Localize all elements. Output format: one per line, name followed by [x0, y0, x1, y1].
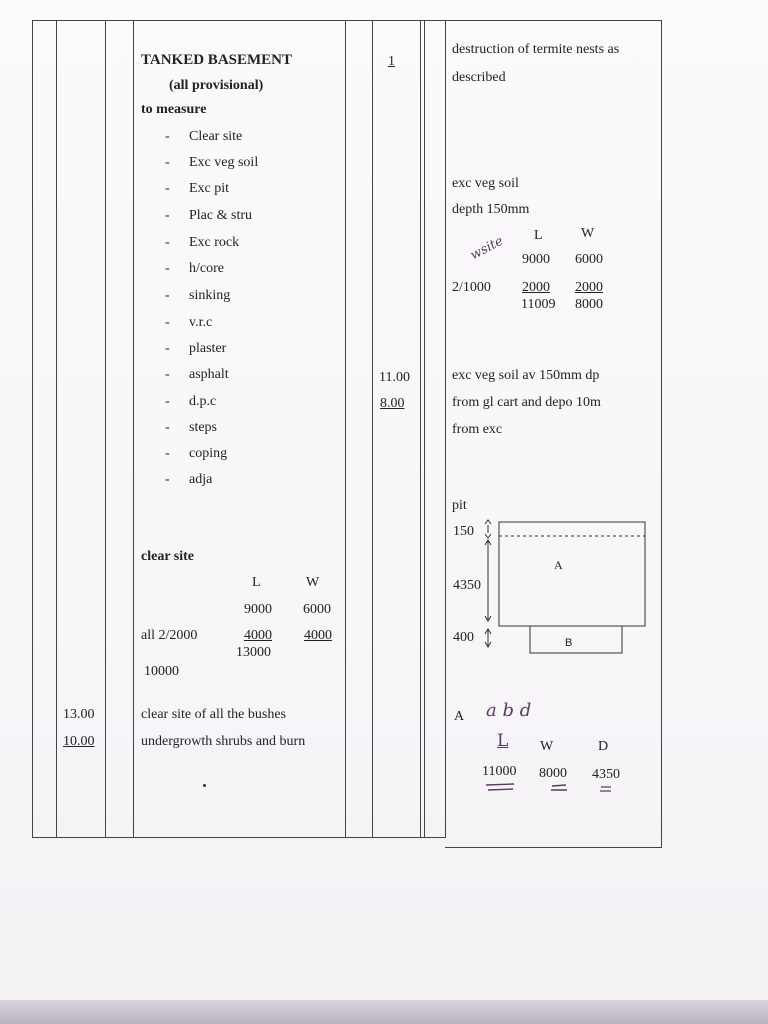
- list-item: Plac & stru: [189, 208, 252, 223]
- list-item: Exc veg soil: [189, 155, 259, 170]
- hand-underline: [486, 784, 514, 790]
- frame-right-rule: [661, 20, 662, 848]
- list-bullet: -: [165, 155, 170, 170]
- underline-marks: [480, 780, 620, 796]
- calc-label: 2/1000: [452, 280, 491, 295]
- calc-cell: 6000: [303, 602, 331, 617]
- dimension-value: 13.00: [63, 707, 95, 722]
- calc-total: 8000: [575, 297, 603, 312]
- dimension-value: 11.00: [379, 370, 410, 385]
- list-bullet: -: [165, 129, 170, 144]
- description-text: destruction of termite nests as: [452, 42, 620, 57]
- list-item: v.r.c: [189, 315, 213, 330]
- column-rule-7: [424, 20, 425, 837]
- calc-cell: 9000: [244, 602, 272, 617]
- handwritten-note: a b d: [486, 700, 532, 721]
- calc-header-l: L: [534, 228, 543, 243]
- calc-header-w: W: [581, 226, 595, 241]
- value-d: 4350: [592, 767, 620, 782]
- pit-dim-bot: 400: [453, 630, 474, 645]
- list-item: coping: [189, 446, 228, 461]
- list-item: Exc rock: [189, 235, 240, 250]
- column-rule-8: [445, 20, 446, 837]
- hand-underline: [600, 787, 611, 791]
- column-rule-5: [372, 20, 373, 837]
- pit-dim-top: 150: [453, 524, 474, 539]
- calc-cell: 9000: [522, 252, 550, 267]
- section-letter: A: [454, 709, 465, 724]
- list-item: steps: [189, 420, 217, 435]
- column-rule-2: [105, 20, 106, 837]
- list-bullet: -: [165, 261, 170, 276]
- hand-underline: [551, 785, 567, 790]
- list-bullet: -: [165, 394, 170, 409]
- pit-label: pit: [452, 498, 467, 513]
- list-item: adja: [189, 472, 213, 487]
- description-text: described: [452, 70, 506, 85]
- calc-depth: depth 150mm: [452, 202, 530, 217]
- description-text: from exc: [452, 422, 503, 437]
- list-item: Clear site: [189, 129, 243, 144]
- pit-box-a: [499, 522, 645, 626]
- pit-dim-mid: 4350: [453, 578, 481, 593]
- list-bullet: -: [165, 341, 170, 356]
- dimension-value: 10.00: [63, 734, 95, 749]
- pit-box-b: [530, 626, 622, 653]
- calc-cell: 2000: [522, 280, 550, 295]
- value-w: 8000: [539, 766, 567, 781]
- to-measure-label: to measure: [141, 102, 207, 117]
- list-item: Exc pit: [189, 181, 230, 196]
- header-w: W: [540, 739, 554, 754]
- paper-shadow: [0, 1000, 768, 1024]
- column-rule-1: [56, 20, 57, 837]
- column-rule-3: [133, 20, 134, 837]
- handwritten-note: wsite: [468, 233, 506, 264]
- column-rule-6: [420, 20, 421, 837]
- description-text: from gl cart and depo 10m: [452, 395, 601, 410]
- list-bullet: -: [165, 315, 170, 330]
- clear-site-title: clear site: [141, 549, 194, 564]
- list-item: h/core: [189, 261, 224, 276]
- list-item: asphalt: [189, 367, 229, 382]
- header-d: D: [598, 739, 609, 754]
- section-subheading: (all provisional): [169, 78, 264, 93]
- value-l: 11000: [482, 764, 517, 779]
- right-panel-bottom-rule: [445, 847, 662, 848]
- list-bullet: -: [165, 208, 170, 223]
- pit-sketch: [470, 515, 655, 660]
- list-item: plaster: [189, 341, 227, 356]
- calc-cell: 4000: [304, 628, 332, 643]
- list-item: sinking: [189, 288, 231, 303]
- header-l: L: [497, 731, 509, 751]
- calc-total: 13000: [236, 645, 271, 660]
- list-bullet: -: [165, 420, 170, 435]
- calc-label: all 2/2000: [141, 628, 198, 643]
- item-number: 1: [388, 54, 395, 69]
- frame-top-rule: [32, 20, 662, 21]
- description-text: clear site of all the bushes: [141, 707, 287, 722]
- dot-mark: [203, 784, 206, 787]
- list-item: d.p.c: [189, 394, 217, 409]
- column-rule-4: [345, 20, 346, 837]
- list-bullet: -: [165, 181, 170, 196]
- section-heading: TANKED BASEMENT: [141, 52, 292, 68]
- calc-cell: 2000: [575, 280, 603, 295]
- description-text: exc veg soil av 150mm dp: [452, 368, 600, 383]
- list-bullet: -: [165, 367, 170, 382]
- calc-title: exc veg soil: [452, 176, 519, 191]
- frame-bottom-rule: [32, 837, 446, 838]
- description-text: undergrowth shrubs and burn: [141, 734, 306, 749]
- dimension-value: 8.00: [380, 396, 405, 411]
- calc-cell: 6000: [575, 252, 603, 267]
- list-bullet: -: [165, 446, 170, 461]
- calc-cell: 4000: [244, 628, 272, 643]
- frame-left-rule: [32, 20, 33, 837]
- list-bullet: -: [165, 472, 170, 487]
- calc-header-l: L: [252, 575, 261, 590]
- pit-box-b-label: B: [565, 637, 573, 649]
- calc-total: 11009: [521, 297, 556, 312]
- pit-box-a-label: A: [554, 558, 563, 572]
- calc-extra: 10000: [144, 664, 179, 679]
- calc-header-w: W: [306, 575, 320, 590]
- list-bullet: -: [165, 288, 170, 303]
- list-bullet: -: [165, 235, 170, 250]
